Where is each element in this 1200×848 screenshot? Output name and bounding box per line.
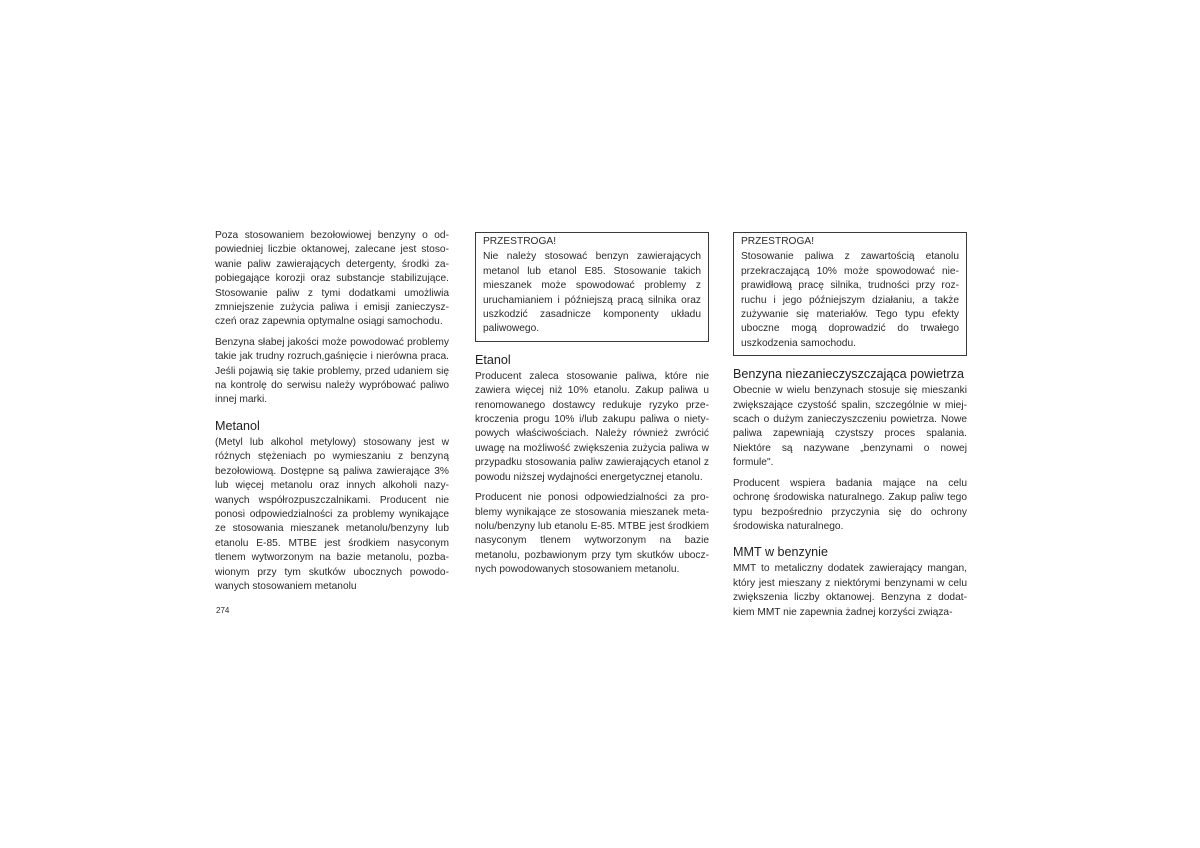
heading-mmt: MMT w benzynie: [733, 545, 828, 560]
column-middle: [475, 232, 709, 584]
heading-clean-air-gasoline: Benzyna niezanieczyszczająca powietrza: [733, 367, 965, 382]
paragraph-etanol: Producent zaleca stosowanie paliwa, które nie zawiera więcej niż 10% etanolu. Zakup paliwa u renomowanego dostawcy redukuje ryzyko przekroczenia progu 10% i/lub zakupu paliwa o nietypowych właściwościach. Należy również zwrócić uwagę na możliwość zwiększenia zużycia paliwa w przypadku stosowania paliw zawierających etanol z powodu niższej wydajności energetycznej etanolu.: [475, 370, 709, 483]
column-left: [215, 229, 449, 600]
heading-metanol: Metanol: [215, 418, 260, 433]
warning-title: PRZESTROGA!: [483, 236, 557, 247]
warning-title: PRZESTROGA!: [741, 236, 815, 247]
paragraph-fuel-additives: Poza stosowaniem bezołowiowej benzyny o odpowiedniej liczbie oktanowej, zalecane jest stosowanie paliw zawierających detergenty, środki zapobiegające korozji oraz substancje stabilizujące. Stosowanie paliw z tymi dodatkami umożliwia zmniejszenie zużycia paliwa i emisji zanieczyszczeń oraz zapewnia optymalne osiągi samochodu.: [215, 230, 449, 328]
warning-text: Nie należy stosować benzyn zawierających metanol lub etanol E85. Stosowanie takich mieszanek może spowodować problemy z uruchamianiem i późniejszą pracą silnika oraz uszkodzić zasadnicze komponenty układu paliwowego.: [483, 251, 701, 335]
paragraph-low-quality-fuel: Benzyna słabej jakości może powodować problemy takie jak trudny rozruch,gaśnięcie i nierówna praca. Jeśli pojawią się takie problemy, przed udaniem się na kontrolę do serwisu należy wypróbować paliwo innej marki.: [215, 336, 449, 406]
warning-box-etanol: [733, 232, 967, 356]
warning-text: Stosowanie paliwa z zawartością etanolu przekraczającą 10% może spowodować nieprawidłową pracę silnika, trudności przy rozruchu i jego późniejszym działaniu, a także zużywanie się materiałów. Tego typu efekty uboczne mogą doprowadzić do trwałego uszkodzenia samochodu.: [741, 251, 959, 349]
paragraph-metanol: (Metyl lub alkohol metylowy) stosowany jest w różnych stężeniach po wymieszaniu z benzyną bezołowiową. Dostępne są paliwa zawierające 3% lub więcej metanolu oraz innych alkoholi nazywanych współrozpuszczalnikami. Producent nie ponosi odpowiedzialności za problemy wynikające ze stosowania mieszanek metanolu/benzyny lub etanolu E-85. MTBE jest środkiem nasyconym tlenem wytworzonym na bazie metanolu, pozbawionym przy tym skutków ubocznych powodowanych stosowaniem metanolu: [215, 436, 449, 592]
paragraph-clean-air-gasoline: Obecnie w wielu benzynach stosuje się mieszanki zwiększające czystość spalin, szczególnie w miejscach o dużym zanieczyszczeniu powietrza. Nowe paliwa zapewniają czystszy proces spalania. Niektóre są nazywane „benzynami o nowej formule".: [733, 385, 967, 469]
paragraph-environment: Producent wspiera badania mające na celu ochronę środowiska naturalnego. Zakup paliw tego typu bezpośrednio przyczynia się do ochrony środowiska naturalnego.: [733, 477, 967, 532]
warning-box-metanol: [475, 232, 709, 342]
heading-etanol: Etanol: [475, 352, 511, 367]
paragraph-mmt: MMT to metaliczny dodatek zawierający mangan, który jest mieszany z niektórymi benzynami w celu zwiększenia liczby oktanowej. Benzyna z dodatkiem MMT nie zapewnia żadnej korzyści związa-: [733, 563, 967, 618]
page-number: 274: [216, 606, 230, 615]
paragraph-responsibility: Producent nie ponosi odpowiedzialności za problemy wynikające ze stosowania mieszanek metanolu/benzyny lub etanolu E-85. MTBE jest środkiem nasyconym tlenem wytworzonym na bazie metanolu, pozbawionym przy tym skutków ubocznych powodowanych stosowaniem metanolu.: [475, 492, 709, 576]
column-right: [733, 232, 967, 626]
